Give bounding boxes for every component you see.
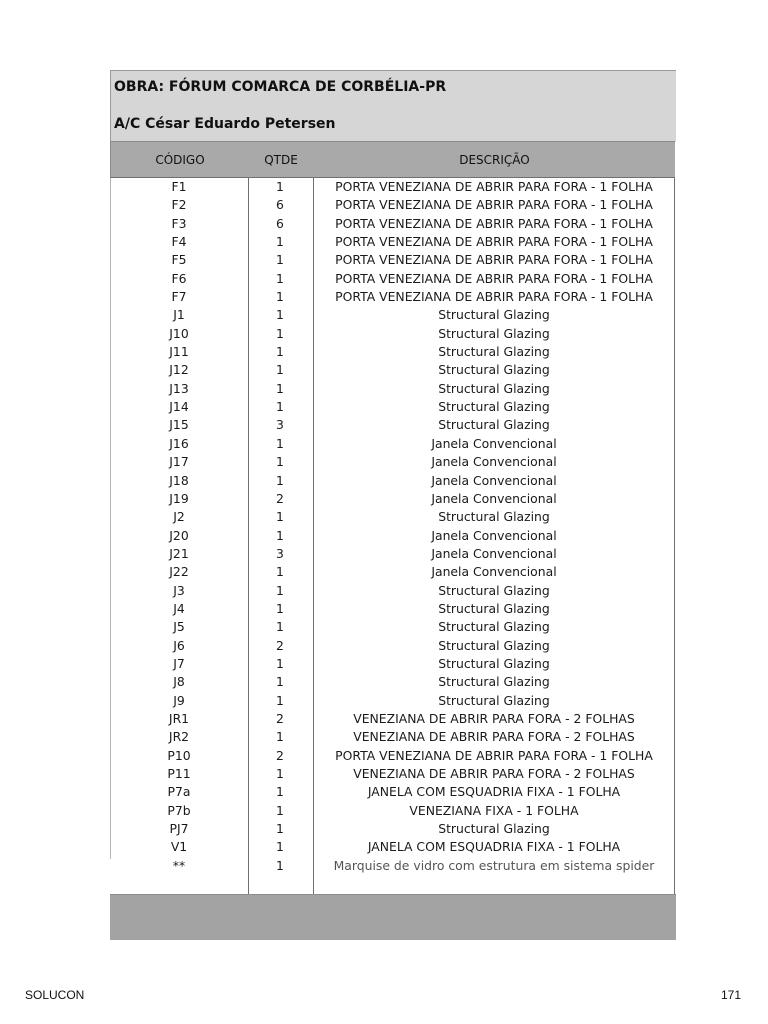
codigo-cell: J2 [173, 509, 185, 525]
codigo-cell: J14 [169, 399, 189, 415]
codigo-cell: J15 [169, 417, 189, 433]
qtde-cell: 1 [276, 674, 284, 690]
codigo-cell: F7 [171, 289, 187, 305]
qtde-cell: 1 [276, 655, 284, 671]
qtde-cell: 1 [276, 454, 284, 470]
table-row [110, 728, 675, 746]
codigo-cell: J17 [169, 454, 189, 470]
descricao-cell: Structural Glazing [438, 674, 550, 690]
codigo-cell: J22 [169, 564, 189, 580]
table-row [110, 435, 675, 453]
codigo-cell: J10 [169, 325, 189, 341]
table-row [110, 582, 675, 600]
codigo-cell: J13 [169, 380, 189, 396]
codigo-cell: F5 [171, 252, 187, 268]
qtde-cell: 2 [276, 710, 284, 726]
page-number: 171 [721, 988, 742, 1002]
table-row [110, 838, 675, 856]
descricao-cell: PORTA VENEZIANA DE ABRIR PARA FORA - 1 FOLHA [335, 179, 653, 194]
table-row [110, 306, 675, 324]
descricao-cell: PORTA VENEZIANA DE ABRIR PARA FORA - 1 FOLHA [335, 747, 653, 763]
table-row [110, 270, 675, 288]
table-row [110, 380, 675, 398]
column-header-descricao: DESCRIÇÃO [459, 153, 530, 167]
qtde-cell: 1 [276, 857, 284, 873]
codigo-cell: F4 [171, 234, 187, 250]
table-row [110, 527, 675, 545]
descricao-cell: PORTA VENEZIANA DE ABRIR PARA FORA - 1 FOLHA [335, 234, 653, 250]
descricao-cell: VENEZIANA FIXA - 1 FOLHA [409, 802, 579, 818]
codigo-cell: J16 [169, 435, 189, 451]
table-footer-band [110, 894, 676, 940]
descricao-cell: Structural Glazing [438, 600, 550, 616]
table-row [110, 600, 675, 618]
descricao-cell: Janela Convencional [431, 472, 557, 488]
codigo-cell: P11 [167, 766, 191, 781]
qtde-cell: 3 [276, 545, 284, 561]
qtde-cell: 1 [276, 692, 284, 708]
document-sheet [110, 70, 676, 940]
descricao-cell: PORTA VENEZIANA DE ABRIR PARA FORA - 1 FOLHA [335, 289, 653, 305]
descricao-cell: Marquise de vidro com estrutura em sistema spider [333, 857, 655, 873]
table-row [110, 637, 675, 655]
qtde-cell: 1 [276, 179, 284, 194]
table-body [110, 178, 675, 894]
table-row [110, 783, 675, 801]
codigo-cell: F1 [171, 179, 187, 194]
codigo-cell: J20 [169, 527, 189, 543]
table-row [110, 673, 675, 691]
descricao-cell: PORTA VENEZIANA DE ABRIR PARA FORA - 1 FOLHA [335, 252, 653, 268]
qtde-cell: 1 [276, 582, 284, 598]
descricao-cell: Structural Glazing [438, 380, 550, 396]
descricao-cell: Structural Glazing [438, 344, 550, 360]
qtde-cell: 1 [276, 564, 284, 580]
qtde-cell: 2 [276, 637, 284, 653]
codigo-cell: J7 [173, 655, 185, 671]
table-row [110, 251, 675, 269]
table-row [110, 398, 675, 416]
codigo-cell: J8 [173, 674, 185, 690]
descricao-cell: Janela Convencional [431, 454, 557, 470]
table-row [110, 857, 675, 875]
table-row [110, 233, 675, 251]
codigo-cell: J5 [173, 619, 185, 635]
descricao-cell: PORTA VENEZIANA DE ABRIR PARA FORA - 1 FOLHA [335, 197, 653, 213]
qtde-cell: 1 [276, 802, 284, 818]
codigo-cell: J21 [169, 545, 189, 561]
codigo-cell: J6 [173, 637, 185, 653]
descricao-cell: Structural Glazing [438, 692, 550, 708]
descricao-cell: Structural Glazing [438, 637, 550, 653]
column-header-codigo: CÓDIGO [155, 153, 205, 167]
codigo-cell: J1 [173, 307, 185, 323]
descricao-cell: VENEZIANA DE ABRIR PARA FORA - 2 FOLHAS [353, 729, 635, 745]
qtde-cell: 2 [276, 747, 284, 763]
table-row [110, 545, 675, 563]
descricao-cell: JANELA COM ESQUADRIA FIXA - 1 FOLHA [367, 784, 621, 800]
qtde-cell: 1 [276, 619, 284, 635]
table-row [110, 820, 675, 838]
table-row [110, 692, 675, 710]
descricao-cell: Janela Convencional [431, 527, 557, 543]
qtde-cell: 1 [276, 380, 284, 396]
table-header [110, 141, 675, 178]
descricao-cell: Structural Glazing [438, 821, 550, 837]
qtde-cell: 1 [276, 821, 284, 837]
codigo-cell: P7b [167, 802, 191, 818]
table-row [110, 325, 675, 343]
table-row [110, 618, 675, 636]
table-row [110, 472, 675, 490]
codigo-cell: JR1 [168, 710, 190, 726]
descricao-cell: Structural Glazing [438, 582, 550, 598]
qtde-cell: 1 [276, 289, 284, 305]
qtde-cell: 1 [276, 399, 284, 415]
codigo-cell: JR2 [168, 729, 190, 745]
codigo-cell: P7a [167, 784, 191, 800]
column-header-qtde: QTDE [264, 153, 298, 167]
table-row [110, 655, 675, 673]
title-block [110, 70, 676, 142]
table-row [110, 453, 675, 471]
codigo-cell: J4 [173, 600, 185, 616]
descricao-cell: Structural Glazing [438, 307, 550, 323]
codigo-cell: PJ7 [169, 821, 189, 837]
table-row [110, 361, 675, 379]
descricao-cell: JANELA COM ESQUADRIA FIXA - 1 FOLHA [367, 839, 621, 855]
codigo-cell: F6 [171, 270, 187, 286]
table-row [110, 802, 675, 820]
descricao-cell: Structural Glazing [438, 619, 550, 635]
attention-line: A/C César Eduardo Petersen [114, 116, 336, 132]
qtde-cell: 3 [276, 417, 284, 433]
descricao-cell: Janela Convencional [431, 435, 557, 451]
table-row [110, 508, 675, 526]
table-row [110, 747, 675, 765]
qtde-cell: 1 [276, 472, 284, 488]
descricao-cell: VENEZIANA DE ABRIR PARA FORA - 2 FOLHAS [353, 766, 635, 781]
qtde-cell: 1 [276, 784, 284, 800]
table-row [110, 710, 675, 728]
obra-title: OBRA: FÓRUM COMARCA DE CORBÉLIA-PR [114, 79, 447, 95]
qtde-cell: 1 [276, 509, 284, 525]
descricao-cell: Janela Convencional [431, 545, 557, 561]
table-row [110, 288, 675, 306]
descricao-cell: Structural Glazing [438, 399, 550, 415]
codigo-cell: F3 [171, 215, 187, 231]
table-row [110, 343, 675, 361]
descricao-cell: PORTA VENEZIANA DE ABRIR PARA FORA - 1 FOLHA [335, 270, 653, 286]
qtde-cell: 1 [276, 435, 284, 451]
codigo-cell: F2 [171, 197, 187, 213]
codigo-cell: J11 [169, 344, 189, 360]
codigo-cell: V1 [170, 839, 188, 855]
descricao-cell: Structural Glazing [438, 417, 550, 433]
codigo-cell: ** [172, 857, 186, 873]
table-rows [110, 178, 675, 875]
qtde-cell: 1 [276, 344, 284, 360]
qtde-cell: 2 [276, 490, 284, 506]
descricao-cell: Structural Glazing [438, 362, 550, 378]
qtde-cell: 1 [276, 839, 284, 855]
qtde-cell: 1 [276, 362, 284, 378]
qtde-cell: 1 [276, 600, 284, 616]
table-row [110, 196, 675, 214]
descricao-cell: Structural Glazing [438, 325, 550, 341]
table-row [110, 416, 675, 434]
table-row [110, 178, 675, 196]
codigo-cell: P10 [167, 747, 191, 763]
qtde-cell: 1 [276, 307, 284, 323]
qtde-cell: 1 [276, 325, 284, 341]
codigo-cell: J3 [173, 582, 185, 598]
codigo-cell: J19 [169, 490, 189, 506]
qtde-cell: 1 [276, 234, 284, 250]
table-row [110, 765, 675, 783]
table-row [110, 563, 675, 581]
qtde-cell: 1 [276, 270, 284, 286]
descricao-cell: Janela Convencional [431, 490, 557, 506]
descricao-cell: Structural Glazing [438, 655, 550, 671]
qtde-cell: 1 [276, 766, 284, 781]
codigo-cell: J9 [173, 692, 185, 708]
descricao-cell: PORTA VENEZIANA DE ABRIR PARA FORA - 1 FOLHA [335, 215, 653, 231]
descricao-cell: Janela Convencional [431, 564, 557, 580]
footer-company: SOLUCON [25, 988, 85, 1002]
qtde-cell: 1 [276, 527, 284, 543]
descricao-cell: VENEZIANA DE ABRIR PARA FORA - 2 FOLHAS [353, 710, 635, 726]
qtde-cell: 1 [276, 252, 284, 268]
descricao-cell: Structural Glazing [438, 509, 550, 525]
table-row [110, 490, 675, 508]
codigo-cell: J12 [169, 362, 189, 378]
table-row [110, 215, 675, 233]
codigo-cell: J18 [169, 472, 189, 488]
qtde-cell: 1 [276, 729, 284, 745]
qtde-cell: 6 [276, 197, 284, 213]
qtde-cell: 6 [276, 215, 284, 231]
